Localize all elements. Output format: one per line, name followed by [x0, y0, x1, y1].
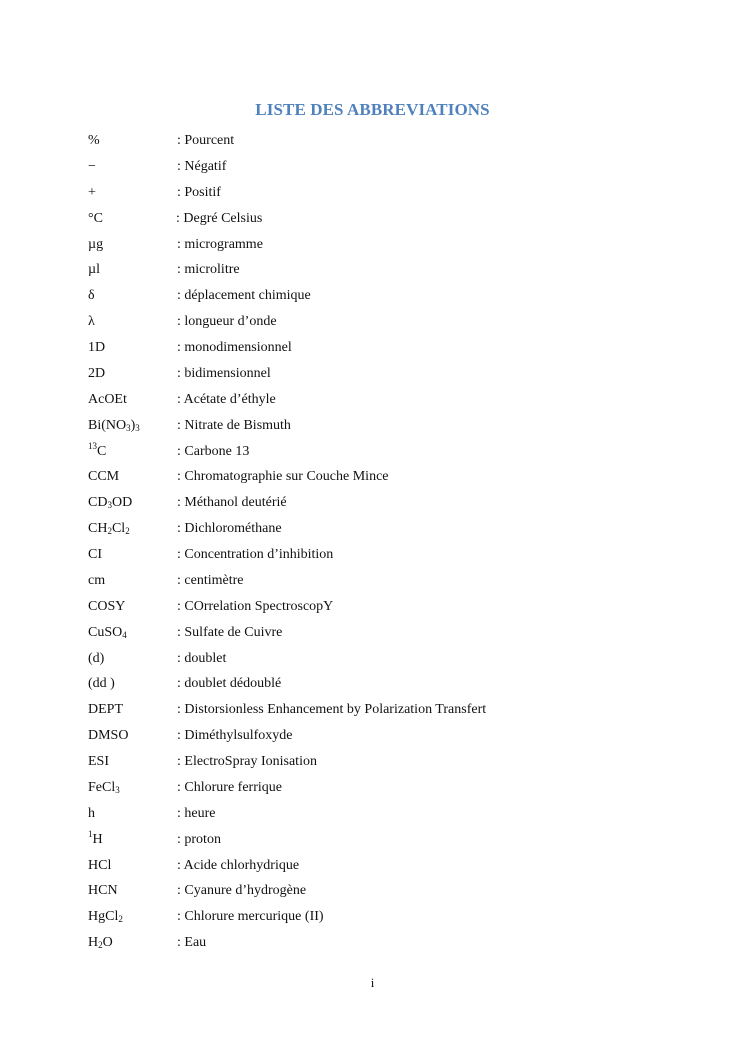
abbreviation-definition: : Sulfate de Cuivre	[177, 624, 283, 640]
abbreviation-definition: : microlitre	[177, 262, 240, 278]
abbreviation-row	[88, 490, 688, 516]
abbreviation-term: −	[88, 158, 96, 174]
abbreviation-term: h	[88, 805, 95, 821]
abbreviation-row	[88, 232, 688, 258]
abbreviation-row	[88, 154, 688, 180]
abbreviation-row	[88, 387, 688, 413]
abbreviation-term: DEPT	[88, 702, 123, 718]
abbreviation-term: µg	[88, 236, 104, 252]
abbreviation-row	[88, 620, 688, 646]
abbreviation-definition: : bidimensionnel	[177, 365, 271, 381]
abbreviation-term: cm	[88, 572, 106, 588]
abbreviation-definition: : Distorsionless Enhancement by Polarization Transfert	[177, 702, 487, 718]
abbreviation-term: °C	[88, 210, 103, 226]
abbreviation-definition: : Cyanure d’hydrogène	[177, 883, 307, 899]
abbreviation-term: $H_2O$	[88, 935, 113, 951]
abbreviation-definition: : Diméthylsulfoxyde	[177, 728, 293, 744]
abbreviation-definition: : Positif	[177, 184, 221, 200]
abbreviation-term: +	[88, 184, 96, 200]
abbreviation-term: COSY	[88, 598, 126, 614]
abbreviation-definition: : Chlorure ferrique	[177, 779, 282, 795]
abbreviation-definition: : Degré Celsius	[176, 210, 263, 226]
abbreviation-term: HCN	[88, 883, 118, 899]
abbreviation-row	[88, 335, 688, 361]
abbreviation-definition: : microgramme	[177, 236, 263, 252]
abbreviation-row	[88, 671, 688, 697]
abbreviation-list	[88, 128, 688, 956]
abbreviation-definition: : COrrelation SpectroscopY	[177, 598, 334, 614]
abbreviation-term: CI	[88, 547, 102, 562]
abbreviation-term: AcOEt	[88, 391, 127, 407]
page-number: i	[370, 975, 375, 990]
abbreviation-term: 2D	[88, 365, 106, 381]
abbreviation-row	[88, 206, 688, 232]
abbreviation-definition: : doublet	[177, 650, 227, 666]
abbreviation-definition: : longueur d’onde	[177, 314, 277, 330]
abbreviation-row	[88, 853, 688, 879]
abbreviation-definition: : Chromatographie sur Couche Mince	[177, 469, 389, 485]
abbreviation-term: λ	[88, 314, 95, 330]
abbreviation-row	[88, 646, 688, 672]
abbreviation-term: $CD_3OD$	[88, 495, 133, 511]
abbreviation-row	[88, 439, 688, 465]
abbreviation-definition: : doublet dédoublé	[177, 676, 282, 692]
abbreviation-term: $Bi(NO_3)_3$	[88, 417, 140, 433]
abbreviation-definition: : Concentration d’inhibition	[177, 547, 334, 562]
abbreviation-definition: : Pourcent	[177, 133, 235, 148]
abbreviation-term: µl	[88, 262, 100, 278]
abbreviation-row	[88, 697, 688, 723]
abbreviation-row	[88, 361, 688, 387]
abbreviation-definition: : heure	[177, 805, 216, 821]
abbreviation-row	[88, 128, 688, 154]
abbreviation-definition: : Acétate d’éthyle	[177, 391, 276, 407]
abbreviation-row	[88, 749, 688, 775]
abbreviation-row	[88, 930, 688, 956]
abbreviation-definition: : monodimensionnel	[177, 340, 292, 355]
abbreviation-term: (d)	[88, 650, 105, 666]
abbreviation-row	[88, 309, 688, 335]
abbreviation-definition: : proton	[177, 831, 221, 847]
abbreviation-term: $^1$H	[88, 828, 103, 847]
abbreviation-term: $CH_2Cl_2$	[88, 521, 130, 537]
abbreviation-definition: : Chlorure mercurique (II)	[177, 909, 324, 925]
abbreviation-term: δ	[88, 288, 95, 304]
abbreviation-term: CCM	[88, 469, 120, 485]
abbreviation-row	[88, 516, 688, 542]
abbreviation-term: HCl	[88, 857, 112, 873]
abbreviation-term: (dd )	[88, 676, 115, 692]
abbreviation-term: FeCl$_3$	[88, 779, 120, 795]
abbreviation-row	[88, 568, 688, 594]
abbreviation-term: HgCl$_2$	[88, 909, 123, 925]
abbreviation-row	[88, 257, 688, 283]
abbreviation-definition: : Acide chlorhydrique	[177, 857, 300, 873]
abbreviation-term: CuSO$_4$	[88, 624, 127, 640]
abbreviation-term: ESI	[88, 754, 109, 769]
abbreviation-term: 1D	[88, 340, 106, 355]
abbreviation-row	[88, 464, 688, 490]
abbreviation-row	[88, 904, 688, 930]
abbreviation-definition: : centimètre	[177, 572, 244, 588]
abbreviation-definition: : Nitrate de Bismuth	[177, 417, 291, 433]
abbreviation-definition: : Dichlorométhane	[177, 521, 282, 537]
abbreviation-row	[88, 723, 688, 749]
abbreviation-definition: : Carbone 13	[177, 443, 250, 459]
abbreviation-row	[88, 801, 688, 827]
abbreviation-term: %	[88, 133, 100, 148]
abbreviation-definition: : Négatif	[177, 158, 227, 174]
page-title: LISTE DES ABBREVIATIONS	[255, 100, 490, 119]
abbreviation-definition: : Eau	[177, 935, 207, 951]
abbreviation-row	[88, 542, 688, 568]
abbreviation-definition: : ElectroSpray Ionisation	[177, 754, 317, 769]
abbreviation-row	[88, 775, 688, 801]
abbreviation-row	[88, 878, 688, 904]
abbreviation-definition: : déplacement chimique	[177, 288, 311, 304]
abbreviation-row	[88, 827, 688, 853]
abbreviation-term: $^{13}$C	[88, 440, 107, 459]
abbreviation-term: DMSO	[88, 728, 129, 744]
abbreviation-row	[88, 594, 688, 620]
abbreviation-definition: : Méthanol deutérié	[177, 495, 287, 511]
abbreviation-row	[88, 413, 688, 439]
abbreviation-row	[88, 283, 688, 309]
abbreviation-row	[88, 180, 688, 206]
